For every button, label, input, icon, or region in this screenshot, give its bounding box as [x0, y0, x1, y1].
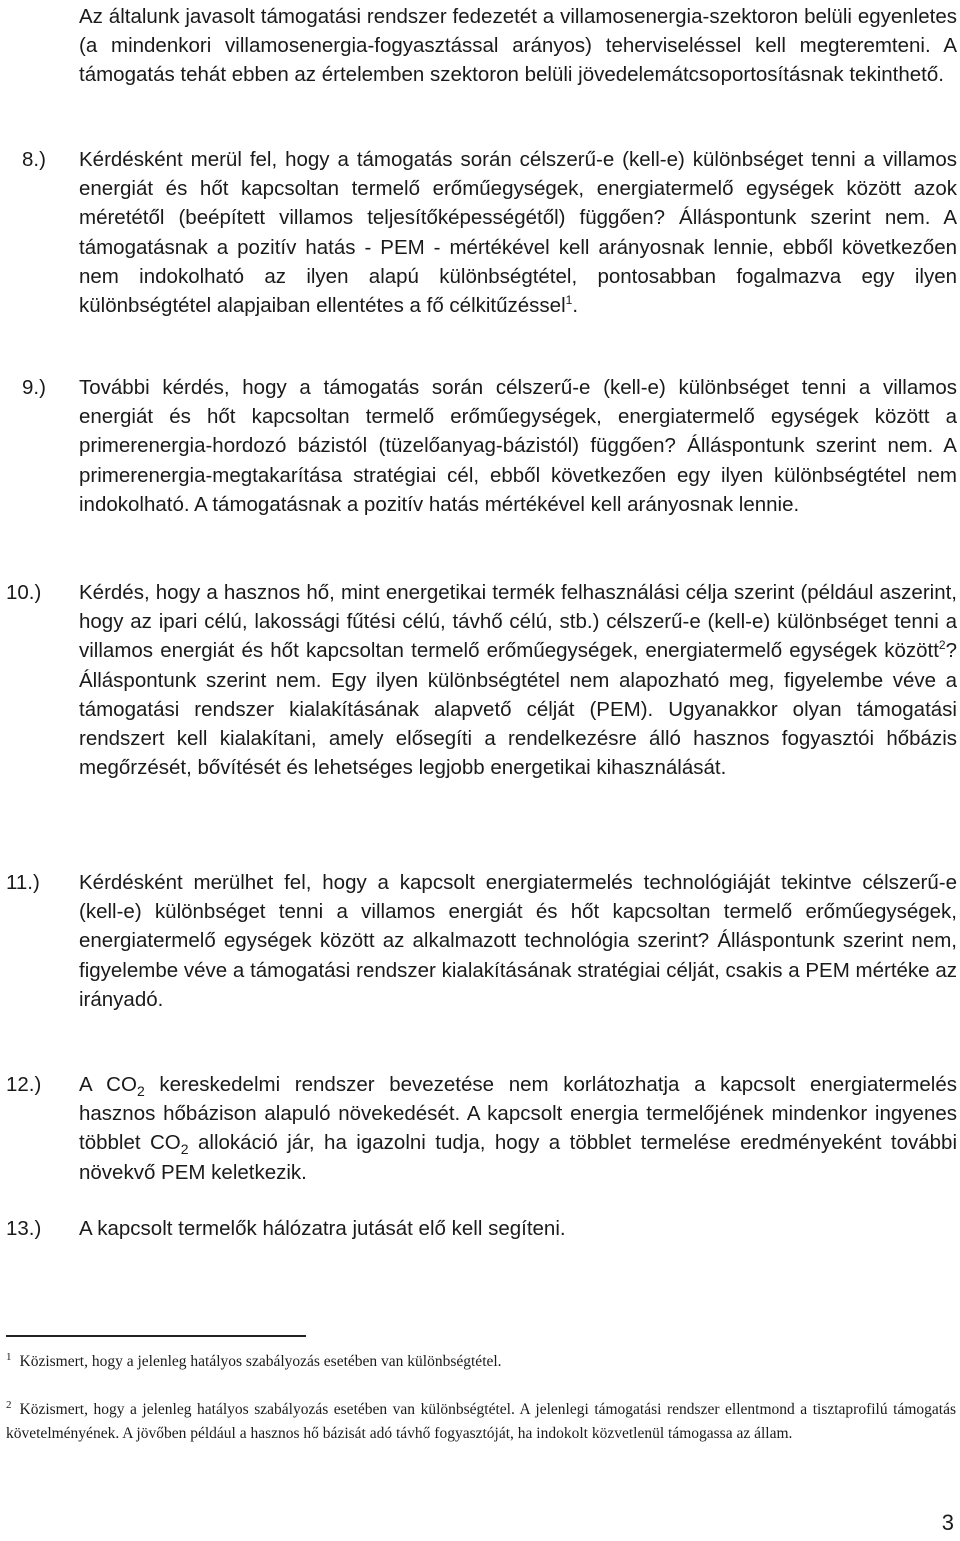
- item-number-13: 13.): [6, 1217, 42, 1240]
- page-number: 3: [941, 1510, 954, 1535]
- item-number-9: 9.): [22, 376, 46, 399]
- item-13-text: A kapcsolt termelők hálózatra jutását elő kell segíteni.: [79, 1217, 566, 1240]
- item-9-text: További kérdés, hogy a támogatás során célszerű-e (kell-e) különbséget tenni a villamos energiát és hőt kapcsoltan termelő erőműegységek, energiatermelő egységek között a primerenergia-hordozó bázistól (tüzelőanyag-bázistól) függően? Álláspontunk szerint nem. A primerenergia-megtakarítása stratégiai cél, ebből következően egy ilyen különbségtétel nem indokolható. A támogatásnak a pozitív hatás mértékével kell arányosnak lennie.: [79, 376, 957, 516]
- item-10-text: Kérdés, hogy a hasznos hő, mint energetikai termék felhasználási célja szerint (például aszerint, hogy az ipari célú, lakossági fűtési célú, távhő célú, stb.) célszerű-e (kell-e) különbséget tenni a villamos energiát és hőt kapcsoltan termelő erőműegységek, energiatermelő egységek között$^2$? Álláspontunk szerint nem. Egy ilyen különbségtétel nem alapozható meg, figyelembe véve a támogatási rendszer kialakításának alapvető célját (PEM). Ugyanakkor olyan támogatási rendszert kell kialakítani, amely elősegíti a rendelkezésre álló hasznos fogyasztói hőbázis megőrzését, bővítését és lehetséges legjobb energetikai kihasználását.: [79, 581, 957, 780]
- item-12-text: A $CO_2$ kereskedelmi rendszer bevezetése nem korlátozhatja a kapcsolt energiatermelés hasznos hőbázison alapuló növekedését. A kapcsolt energia termelőjének mindenkor ingyenes többlet $CO_2$ allokáció jár, ha igazolni tudja, hogy a többlet termelése eredményeként további növekvő PEM keletkezik.: [79, 1073, 958, 1184]
- item-11-text: Kérdésként merülhet fel, hogy a kapcsolt energiatermelés technológiáját tekintve célszerű-e (kell-e) különbséget tenni a villamos energiát és hőt kapcsoltan termelő erőműegységek, energiatermelő egységek között az alkalmazott technológia szerint? Álláspontunk szerint nem, figyelembe véve a támogatási rendszer kialakításának stratégiai célját, csakis a PEM mértéke az irányadó.: [79, 871, 957, 1011]
- item-number-12: 12.): [6, 1073, 42, 1096]
- intro-paragraph: Az általunk javasolt támogatási rendszer fedezetét a villamosenergia-szektoron belüli egyenletes (a mindenkori villamosenergia-fogyasztással arányos) teherviseléssel kell megteremteni. A támogatás tehát ebben az értelemben szektoron belüli jövedelemátcsoportosításnak tekinthető.: [79, 5, 957, 87]
- item-number-8: 8.): [22, 148, 46, 171]
- item-8-text: Kérdésként merül fel, hogy a támogatás során célszerű-e (kell-e) különbséget tenni a villamos energiát és hőt kapcsoltan termelő erőműegységek, energiatermelő egységek között azok méretétől (beépített villamos teljesítőképességétől) függően? Álláspontunk szerint nem. A támogatásnak a pozitív hatás - PEM - mértékével kell arányosnak lennie, ebből következően nem indokolható az ilyen alapú különbségtétel, pontosabban fogalmazva egy ilyen különbségtétel alapjaiban ellentétes a fő célkitűzéssel$^1$.: [79, 148, 957, 318]
- item-number-10: 10.): [6, 581, 42, 604]
- footnote-ref-2: 2: [938, 638, 946, 653]
- footnote-1: $^1$ Közismert, hogy a jelenleg hatályos szabályozás esetében van különbségtétel.: [6, 1350, 502, 1370]
- footnote-ref-1: 1: [565, 293, 573, 308]
- item-number-11: 11.): [6, 871, 40, 894]
- footnote-separator: [6, 1335, 306, 1337]
- footnote-2: $^2$ Közismert, hogy a jelenleg hatályos szabályozás esetében van különbségtétel. A jelenlegi támogatási rendszer ellentmond a tisztaprofilú támogatás követelményének. A jövőben például a hasznos hő bázisát adó távhő fogyasztóját, ha indokolt közvetlenül támogassa az állam.: [6, 1398, 956, 1442]
